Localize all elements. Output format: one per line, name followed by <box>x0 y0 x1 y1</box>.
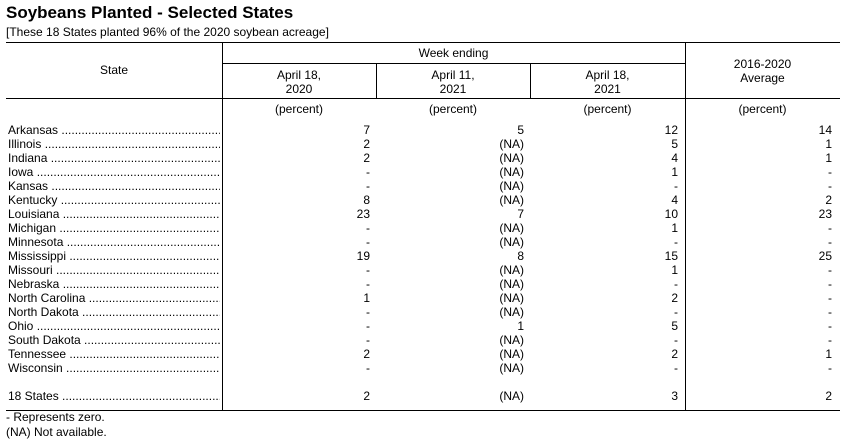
table-row <box>6 151 840 165</box>
value-cell-v3: 3 <box>671 389 678 403</box>
page-subtitle: [These 18 States planted 96% of the 2020 soybean acreage] <box>6 25 329 39</box>
value-cell-v1: - <box>366 361 370 375</box>
value-cell-v3: 4 <box>671 151 678 165</box>
total-row <box>6 389 840 403</box>
value-cell-v2: (NA) <box>499 165 524 179</box>
table-row <box>6 249 840 263</box>
header-week-ending: Week ending <box>418 46 489 60</box>
table-row <box>6 221 840 235</box>
header-rule <box>222 63 685 64</box>
table-row <box>6 361 840 375</box>
value-cell-v1: - <box>366 221 370 235</box>
state-name: Wisconsin ..... <box>8 361 220 375</box>
value-cell-v3: 4 <box>671 193 678 207</box>
value-cell-v4: - <box>828 291 832 305</box>
value-cell-v4: - <box>828 221 832 235</box>
header-col-apr18-2020: April 18, 2020 <box>276 68 322 96</box>
table-row <box>6 123 840 137</box>
state-name: Ohio ..... <box>8 319 220 333</box>
value-cell-v2: (NA) <box>499 151 524 165</box>
value-cell-v3: 12 <box>664 123 678 137</box>
unit-label: (percent) <box>583 102 632 116</box>
table-row <box>6 193 840 207</box>
value-cell-v1: 8 <box>363 193 370 207</box>
state-name: Indiana ..... <box>8 151 220 165</box>
value-cell-v1: 19 <box>356 249 370 263</box>
value-cell-v4: - <box>828 263 832 277</box>
state-name: Illinois ..... <box>8 137 220 151</box>
value-cell-v2: (NA) <box>499 263 524 277</box>
value-cell-v3: - <box>674 179 678 193</box>
value-cell-v2: (NA) <box>499 333 524 347</box>
value-cell-v1: - <box>366 333 370 347</box>
unit-label: (percent) <box>274 102 324 116</box>
value-cell-v2: (NA) <box>499 235 524 249</box>
value-cell-v4: - <box>828 305 832 319</box>
table-row <box>6 347 840 361</box>
header-col-average: 2016-2020 Average <box>733 57 792 85</box>
state-name: Missouri ..... <box>8 263 220 277</box>
footnote-zero: - Represents zero. <box>6 410 105 424</box>
state-name: Kentucky ..... <box>8 193 220 207</box>
table-row <box>6 165 840 179</box>
value-cell-v1: - <box>366 179 370 193</box>
value-cell-v4: - <box>828 165 832 179</box>
value-cell-v3: 15 <box>664 249 678 263</box>
state-name: Tennessee ..... <box>8 347 220 361</box>
data-table <box>6 42 840 411</box>
value-cell-v1: - <box>366 305 370 319</box>
unit-label: (percent) <box>428 102 478 116</box>
value-cell-v4: - <box>828 333 832 347</box>
state-name: Nebraska ..... <box>8 277 220 291</box>
header-state: State <box>99 63 129 77</box>
value-cell-v3: - <box>674 305 678 319</box>
value-cell-v4: 2 <box>825 193 832 207</box>
state-name: Mississippi ..... <box>8 249 220 263</box>
state-name: North Dakota ..... <box>8 305 220 319</box>
value-cell-v3: - <box>674 333 678 347</box>
value-cell-v1: 2 <box>363 347 370 361</box>
value-cell-v2: (NA) <box>499 179 524 193</box>
table-row <box>6 291 840 305</box>
value-cell-v3: 1 <box>671 165 678 179</box>
table-row <box>6 263 840 277</box>
value-cell-v2: (NA) <box>499 305 524 319</box>
table-row <box>6 277 840 291</box>
value-cell-v3: 10 <box>664 207 678 221</box>
value-cell-v4: - <box>828 277 832 291</box>
state-name: North Carolina ..... <box>8 291 220 305</box>
value-cell-v3: 1 <box>671 263 678 277</box>
value-cell-v1: 23 <box>356 207 370 221</box>
value-cell-v4: 1 <box>825 151 832 165</box>
state-name: Kansas ..... <box>8 179 220 193</box>
value-cell-v1: - <box>366 319 370 333</box>
page-title: Soybeans Planted - Selected States <box>6 3 294 22</box>
value-cell-v4: - <box>828 361 832 375</box>
footnote-na: (NA) Not available. <box>6 425 107 439</box>
value-cell-v4: 25 <box>818 249 832 263</box>
value-cell-v1: - <box>366 165 370 179</box>
value-cell-v1: 2 <box>363 389 370 403</box>
state-name: Arkansas ..... <box>8 123 220 137</box>
value-cell-v3: 2 <box>671 347 678 361</box>
value-cell-v2: 1 <box>517 319 524 333</box>
value-cell-v3: 5 <box>671 137 678 151</box>
header-col-apr18-2021: April 18, 2021 <box>585 68 630 96</box>
table-row <box>6 235 840 249</box>
value-cell-v1: - <box>366 263 370 277</box>
state-name: Michigan ..... <box>8 221 220 235</box>
value-cell-v1: - <box>366 235 370 249</box>
value-cell-v2: 7 <box>517 207 524 221</box>
table-row <box>6 179 840 193</box>
value-cell-v2: (NA) <box>499 389 524 403</box>
value-cell-v2: (NA) <box>499 221 524 235</box>
value-cell-v4: - <box>828 319 832 333</box>
state-name: Minnesota ..... <box>8 235 220 249</box>
value-cell-v4: 14 <box>818 123 832 137</box>
value-cell-v3: - <box>674 361 678 375</box>
value-cell-v1: 2 <box>363 151 370 165</box>
value-cell-v4: 2 <box>825 389 832 403</box>
value-cell-v4: 1 <box>825 137 832 151</box>
value-cell-v2: (NA) <box>499 347 524 361</box>
value-cell-v1: - <box>366 277 370 291</box>
value-cell-v2: (NA) <box>499 277 524 291</box>
value-cell-v1: 7 <box>363 123 370 137</box>
value-cell-v3: 1 <box>671 221 678 235</box>
value-cell-v1: 2 <box>363 137 370 151</box>
table-row <box>6 305 840 319</box>
value-cell-v3: - <box>674 235 678 249</box>
value-cell-v3: - <box>674 277 678 291</box>
value-cell-v1: 1 <box>363 291 370 305</box>
state-name: 18 States ..... <box>8 389 220 403</box>
value-cell-v4: - <box>828 179 832 193</box>
state-name: South Dakota ..... <box>8 333 220 347</box>
header-rule <box>6 98 840 99</box>
table-row <box>6 319 840 333</box>
state-name: Iowa ..... <box>8 165 220 179</box>
value-cell-v2: (NA) <box>499 291 524 305</box>
value-cell-v4: 23 <box>818 207 832 221</box>
value-cell-v2: 5 <box>517 123 524 137</box>
state-name: Louisiana ..... <box>8 207 220 221</box>
value-cell-v2: (NA) <box>499 193 524 207</box>
value-cell-v4: 1 <box>825 347 832 361</box>
value-cell-v3: 2 <box>671 291 678 305</box>
table-row <box>6 207 840 221</box>
table-row <box>6 333 840 347</box>
value-cell-v4: - <box>828 235 832 249</box>
header-col-apr11-2021: April 11, 2021 <box>431 68 475 96</box>
value-cell-v2: (NA) <box>499 137 524 151</box>
value-cell-v2: (NA) <box>499 361 524 375</box>
unit-label: (percent) <box>738 102 787 116</box>
value-cell-v3: 5 <box>671 319 678 333</box>
value-cell-v2: 8 <box>517 249 524 263</box>
table-row <box>6 137 840 151</box>
